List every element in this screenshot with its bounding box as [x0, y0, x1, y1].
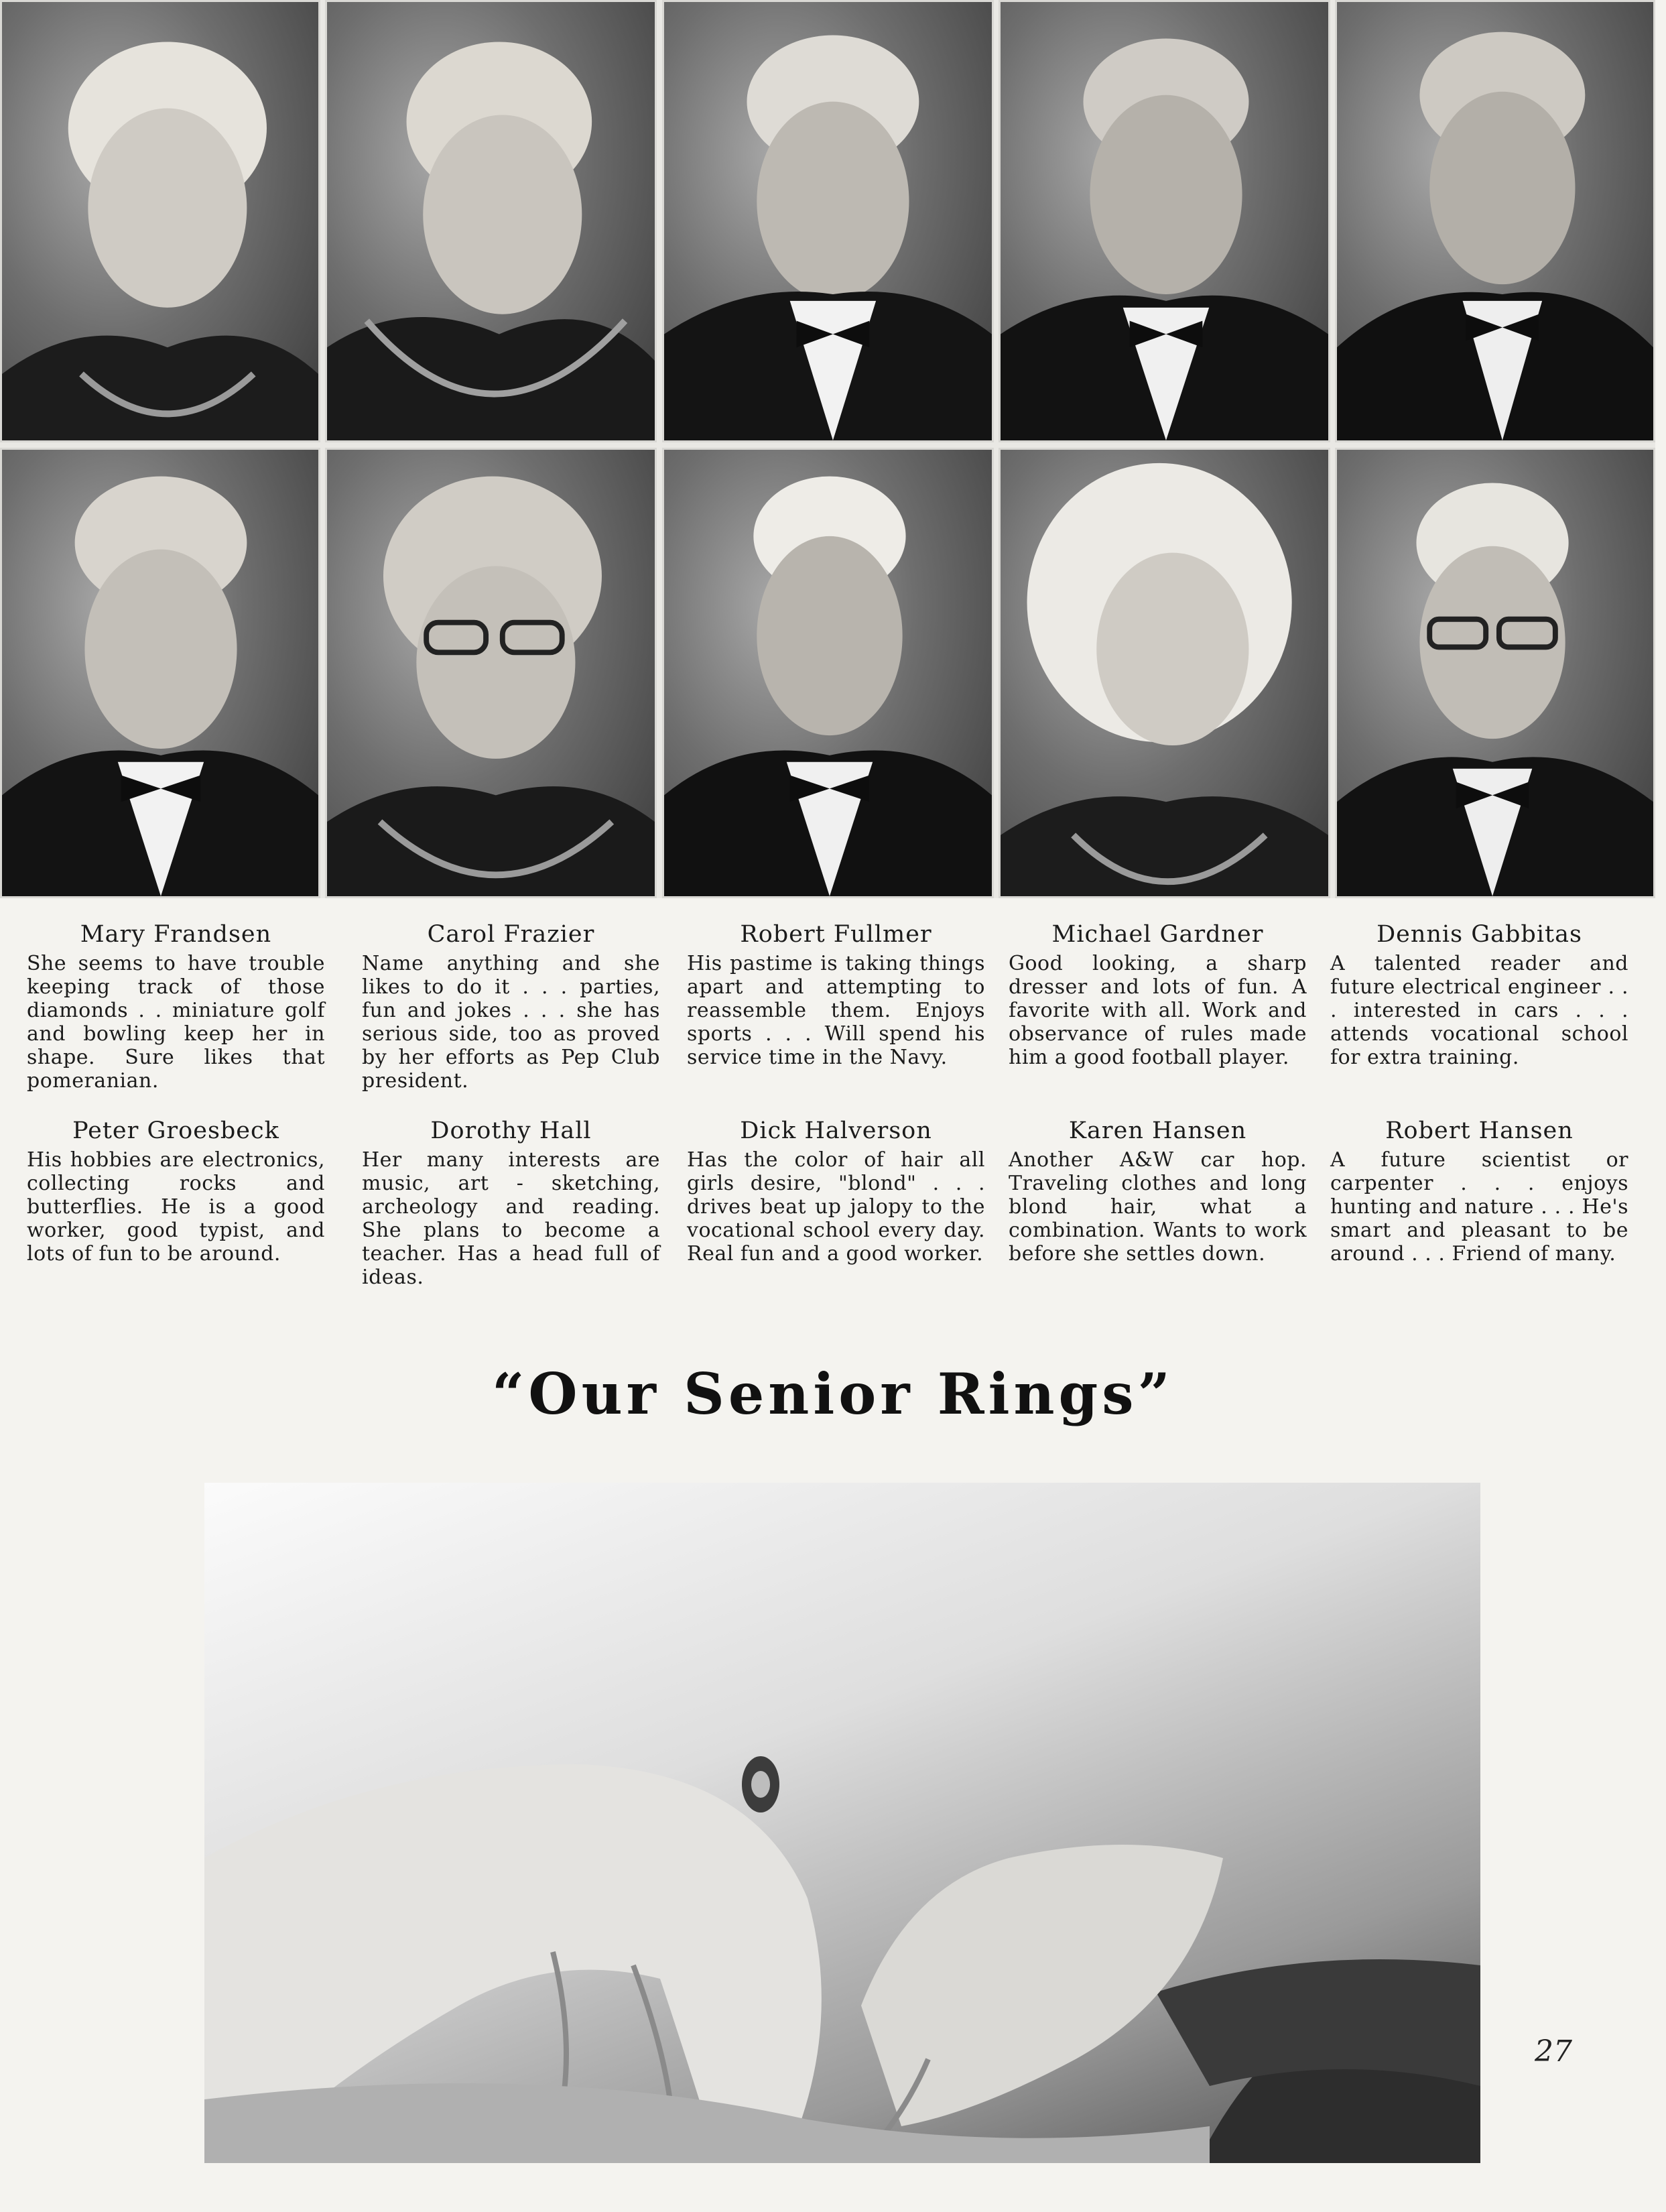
senior-bio: Her many interests are music, art - sketching, archeology and reading. She plans to become a teacher. Has a head full of ideas.	[362, 1148, 660, 1289]
senior-bio: Has the color of hair all girls desire, "blond" . . . drives beat up jalopy to the vocational school every day. Real fun and a good worker.	[687, 1148, 985, 1266]
bio-robert-hansen	[1330, 1116, 1628, 1266]
portrait-karen-hansen	[999, 448, 1330, 898]
senior-rings-photo	[204, 1483, 1480, 2163]
senior-bio: His hobbies are electronics, collecting rocks and butterflies. He is a good worker, good typist, and lots of fun to be around.	[27, 1148, 325, 1266]
senior-bio: Name anything and she likes to do it . . . parties, fun and jokes . . . she has serious side, too as proved by her efforts as Pep Club president.	[362, 952, 660, 1093]
senior-bio: A talented reader and future electrical engineer . . . interested in cars . . . attends vocational school for extra training.	[1330, 952, 1628, 1069]
portrait-mary-frandsen	[0, 0, 320, 442]
senior-bio: His pastime is taking things apart and attempting to reassemble them. Enjoys sports . . . Will spend his service time in the Navy.	[687, 952, 985, 1069]
senior-bio: Good looking, a sharp dresser and lots of fun. A favorite with all. Work and observance of rules made him a good football player.	[1009, 952, 1307, 1069]
senior-name: Karen Hansen	[1068, 1117, 1247, 1144]
bio-dick-halverson	[687, 1116, 985, 1266]
bio-robert-fullmer	[687, 920, 985, 1069]
portrait-dennis-gabbitas	[1335, 0, 1655, 442]
senior-name: Robert Fullmer	[740, 921, 932, 948]
bio-carol-frazier	[362, 920, 660, 1093]
senior-bio: A future scientist or carpenter . . . enjoys hunting and nature . . . He's smart and pleasant to be around . . . Friend of many.	[1330, 1148, 1628, 1266]
senior-name: Robert Hansen	[1385, 1117, 1574, 1144]
portrait-carol-frazier	[325, 0, 657, 442]
page-number: 27	[1535, 2034, 1572, 2069]
bio-karen-hansen	[1009, 1116, 1307, 1266]
senior-name: Carol Frazier	[427, 921, 595, 948]
portrait-robert-fullmer	[662, 0, 994, 442]
bio-dorothy-hall	[362, 1116, 660, 1289]
bio-dennis-gabbitas	[1330, 920, 1628, 1069]
senior-bio: She seems to have trouble keeping track of those diamonds . . miniature golf and bowling keep her in shape. Sure likes that pomeranian.	[27, 952, 325, 1093]
portrait-robert-hansen	[1335, 448, 1655, 898]
bio-mary-frandsen	[27, 920, 325, 1093]
bio-peter-groesbeck	[27, 1116, 325, 1266]
senior-name: Dennis Gabbitas	[1376, 921, 1582, 948]
senior-name: Dick Halverson	[740, 1117, 932, 1144]
senior-name: Peter Groesbeck	[72, 1117, 279, 1144]
portrait-peter-groesbeck	[0, 448, 320, 898]
senior-name: Michael Gardner	[1051, 921, 1264, 948]
portrait-michael-gardner	[999, 0, 1330, 442]
senior-name: Dorothy Hall	[430, 1117, 592, 1144]
portrait-grid	[0, 0, 1655, 898]
portrait-dorothy-hall	[325, 448, 657, 898]
bio-michael-gardner	[1009, 920, 1307, 1069]
section-heading: “Our Senior Rings”	[492, 1361, 1174, 1427]
senior-bio: Another A&W car hop. Traveling clothes and long blond hair, what a combination. Wants to work before she settles down.	[1009, 1148, 1307, 1266]
portrait-dick-halverson	[662, 448, 994, 898]
senior-name: Mary Frandsen	[80, 921, 272, 948]
